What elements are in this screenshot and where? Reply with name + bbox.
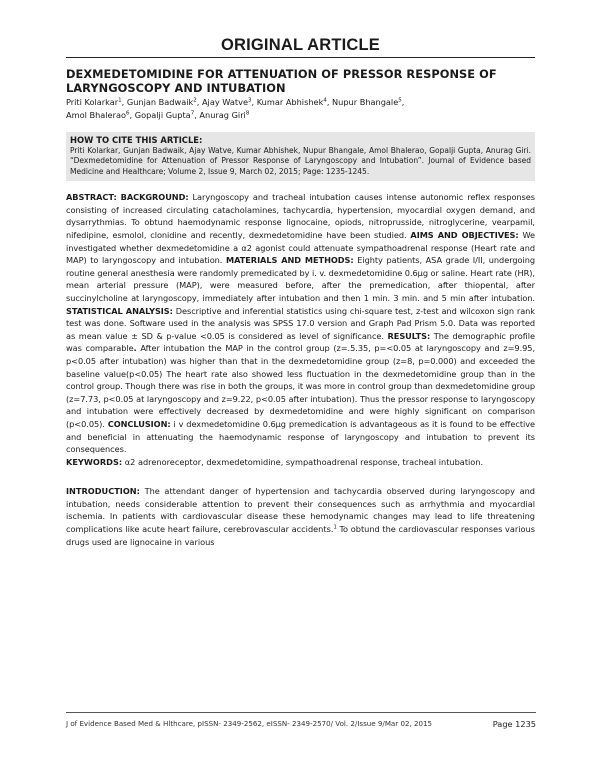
keywords bbox=[66, 456, 535, 469]
background-label: BACKGROUND: bbox=[120, 192, 189, 203]
conclusion-text: i v dexmedetomidine 0.6µg premedication is advantageous as it is found to be effective and beneficial in attenuating the haemodynamic response of laryngoscopy and intubation to prevent its consequences. bbox=[66, 418, 535, 455]
page-number: Page 1235 bbox=[492, 719, 536, 729]
citation-box bbox=[66, 132, 535, 181]
aims-text: We investigated whether dexmedetomidine a α2 agonist could attenuate sympathoadrenal response (Heart rate and MAP) to laryngoscopy and intubation. bbox=[66, 230, 535, 266]
reference-marker: 1 bbox=[333, 524, 337, 531]
keywords-text: α2 adrenoreceptor, dexmedetomidine, sympathoadrenal response, tracheal intubation. bbox=[124, 456, 484, 467]
article-type-header: ORIGINAL ARTICLE bbox=[66, 36, 535, 58]
introduction-text-b: To obtund the cardiovascular responses various drugs used are lignocaine in various bbox=[66, 524, 535, 547]
article-title: DEXMEDETOMIDINE FOR ATTENUATION OF PRESSOR RESPONSE OF LARYNGOSCOPY AND INTUBATION bbox=[66, 67, 497, 95]
citation-text: Priti Kolarkar, Gunjan Badwaik, Ajay Watve, Kumar Abhishek, Nupur Bhangale, Amol Bhalerao, Gopalji Gupta, Anurag Giri. “Dexmedetomidine for Attenuation of Pressor Response of Laryngoscopy and Intubation”. Journal of Evidence based Medicine and Healthcare; Volume 2, Issue 9, March 02, 2015; Page: 1235-1245. bbox=[70, 146, 531, 176]
abstract: ABSTRACT: BACKGROUND: Laryngoscopy and tracheal intubation causes intense autonomic reflex responses consisting of increased circulating catacholamines, tachycardia, hypertension, myocardial oxygen demand, and dysarrythmias. To obtund haemodynamic response lignocaine, opiods, nitroprusside, nitroglycerine, vearpamil, nifedipine, esmolol, clonidine and recently, dexmedetomidine have been studied. AIMS AND OBJECTIVES: We investigated whether dexmedetomidine a α2 agonist could attenuate sympathoadrenal response (Heart rate and MAP) to laryngoscopy and intubation. MATERIALS AND METHODS: Eighty patients, ASA grade I/II, undergoing routine general anesthesia were randomly premedicated by i. v. dexmedetomidine 0.6µg or saline. Heart rate (HR), mean arterial pressure (MAP), were measured before, after the premedication, after thiopental, after succinylcholine at laryngoscopy, immediately after intubation and then 1 min. 3 min. and 5 min after intubation. STATISTICAL ANALYSIS: Descriptive and inferential statistics using chi-square test, z-test and wilcoxon sign rank test was done. Software used in the analysis was SPSS 17.0 version and Graph Pad Prism 5.0. Data was reported as mean value ± SD & p-value <0.05 is considered as level of significance. RESULTS: The demographic profile was comparable. After intubation the MAP in the control group (z=.5.35, p=<0.05 at laryngoscopy and z=9.95, p<0.05 after intubation) was higher than that in the dexmedetomidine group (z=8, p=0.000) and exceeded the baseline value(p<0.05) The heart rate also showed less fluctuation in the dexmedetomidine group than in the control group. Though there was rise in both the groups, it was more in control group than dexmedetomidine group (z=7.73, p<0.05 at laryngoscopy and z=9.22, p<0.05 after intubation). Thus the pressor response to laryngoscopy and intubation were effectively decreased by dexmedetomidine and were highly significant on comparison (p<0.05). CONCLUSION: i v dexmedetomidine 0.6µg premedication is advantageous as it is found to be effective and beneficial in attenuating the haemodynamic response of laryngoscopy and intubation to prevent its consequences. bbox=[66, 192, 535, 455]
methods-label: MATERIALS AND METHODS: bbox=[225, 255, 354, 266]
results-text-a: The demographic profile was comparable bbox=[66, 330, 535, 354]
author: Kumar Abhishek$^4$, bbox=[256, 97, 333, 107]
author: Anurag Giri$^8$ bbox=[199, 110, 250, 120]
author: Priti Kolarkar$^1$, bbox=[66, 97, 127, 107]
page-footer bbox=[66, 712, 536, 729]
stats-label: STATISTICAL ANALYSIS: bbox=[66, 305, 173, 316]
citation-heading: HOW TO CITE THIS ARTICLE: bbox=[70, 135, 203, 145]
stats-text: Descriptive and inferential statistics using chi-square test, z-test and wilcoxon sign rank test was done. Software used in the analysis was SPSS 17.0 version and Graph Pad Prism 5.0. Data was reported as mean value ± SD & p-value <0.05 is considered as level of significance. bbox=[66, 305, 535, 341]
results-text-b: After intubation the MAP in the control group (z=.5.35, p=<0.05 at laryngoscopy and z=9.95, p<0.05 after intubation) was higher than that in the dexmedetomidine group (z=8, p=0.000) and exceeded the baseline value(p<0.05) The heart rate also showed less fluctuation in the dexmedetomidine group than in the control group. Though there was rise in both the groups, it was more in control group than dexmedetomidine group (z=7.73, p<0.05 at laryngoscopy and z=9.22, p<0.05 after intubation). Thus the pressor response to laryngoscopy and intubation were effectively decreased by dexmedetomidine and were highly significant on comparison (p<0.05). bbox=[66, 343, 535, 429]
introduction bbox=[66, 485, 535, 548]
abstract-label: ABSTRACT: bbox=[66, 192, 117, 203]
methods-text: Eighty patients, ASA grade I/II, undergoing routine general anesthesia were randomly premedicated by i. v. dexmedetomidine 0.6µg or saline. Heart rate (HR), mean arterial pressure (MAP), were measured before, after the premedication, after thiopental, after succinylcholine at laryngoscopy, immediately after intubation and then 1 min. 3 min. and 5 min after intubation. bbox=[66, 255, 535, 303]
article-page bbox=[66, 36, 535, 548]
footer-journal: J of Evidence Based Med & Hlthcare, pISSN- 2349-2562, eISSN- 2349-2570/ Vol. 2/Issue 9/Mar 02, 2015 bbox=[66, 719, 433, 728]
introduction-label: INTRODUCTION: bbox=[66, 486, 140, 497]
author: Nupur Bhangale$^5$, bbox=[332, 97, 405, 107]
aims-label: AIMS AND OBJECTIVES: bbox=[410, 230, 519, 240]
results-label: RESULTS: bbox=[387, 330, 431, 341]
conclusion-label: CONCLUSION: bbox=[107, 418, 171, 429]
author: Amol Bhalerao$^6$, bbox=[66, 110, 135, 120]
author: Gunjan Badwaik$^2$, bbox=[126, 97, 202, 107]
introduction-text-a: The attendant danger of hypertension and tachycardia observed during laryngoscopy and intubation, needs considerable attention to prevent their consequences such as arrhythmia and myocardial ischemia. In patients with cardiovascular disease these hemodynamic changes may lead to life threatening complications like acute heart failure, cerebrovascular accidents. bbox=[66, 486, 535, 535]
author: Ajay Watve$^3$, bbox=[201, 97, 257, 107]
author-list bbox=[66, 96, 535, 122]
keywords-label: KEYWORDS: bbox=[66, 456, 123, 467]
author: Gopalji Gupta$^7$, bbox=[134, 110, 200, 120]
background-text: Laryngoscopy and tracheal intubation causes intense autonomic reflex responses consisting of increased circulating catacholamines, tachycardia, hypertension, myocardial oxygen demand, and dysarrythmias. To obtund haemodynamic response lignocaine, opiods, nitroprusside, nitroglycerine, vearpamil, nifedipine, esmolol, clonidine and recently, dexmedetomidine have been studied. bbox=[66, 192, 535, 240]
